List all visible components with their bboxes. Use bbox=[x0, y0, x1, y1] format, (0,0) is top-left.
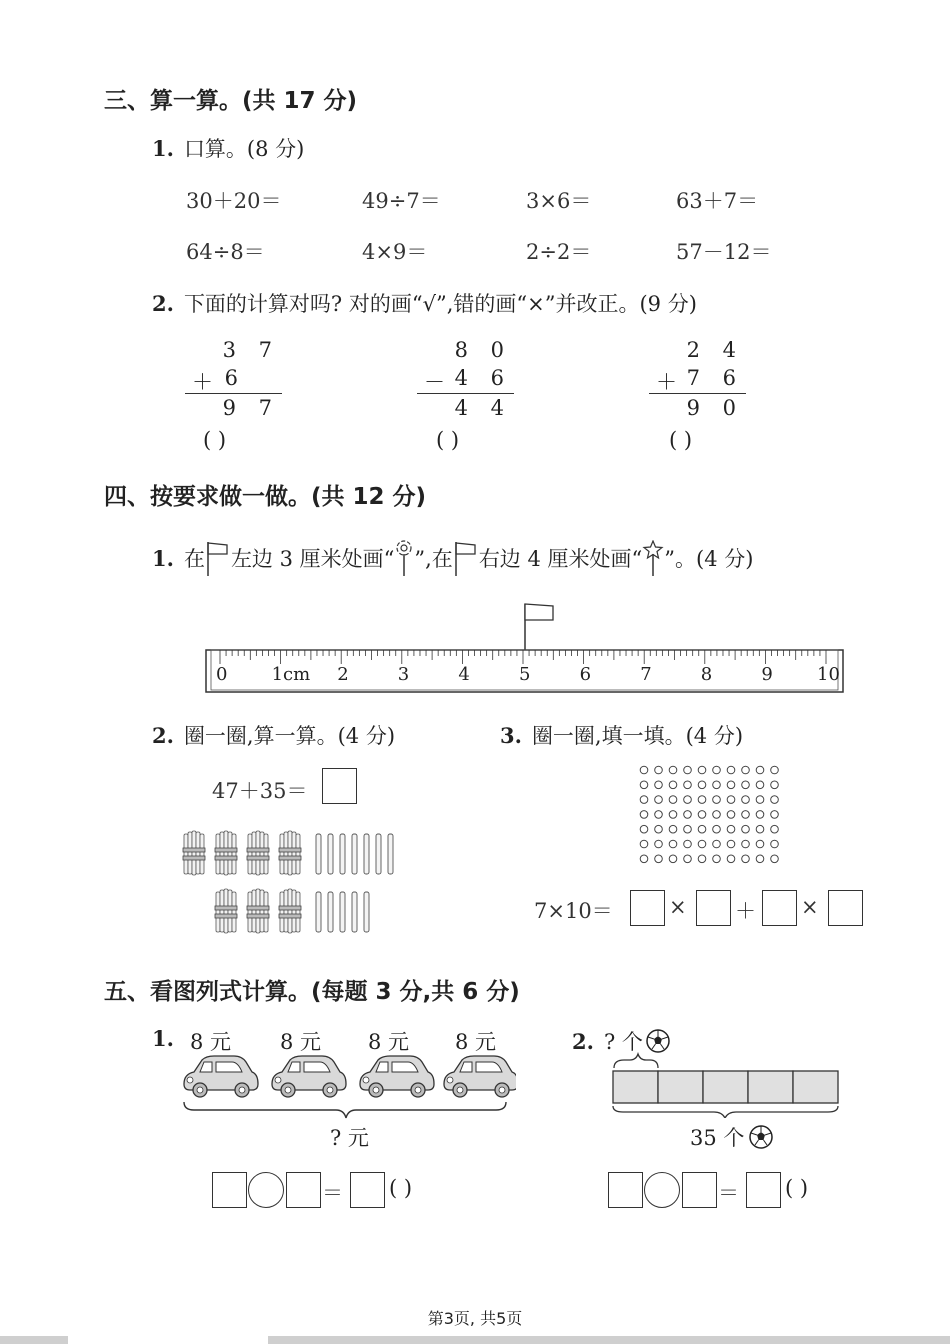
total-count-label bbox=[690, 1122, 774, 1152]
single-stick bbox=[328, 834, 333, 874]
single-stick bbox=[340, 834, 345, 874]
vertical-result: 4 4 bbox=[454, 396, 512, 420]
question-text: 右边 4 厘米处画“ bbox=[478, 547, 643, 571]
vertical-result: 9 7 bbox=[222, 396, 280, 420]
vertical-top: 8 0 bbox=[454, 338, 512, 362]
question-4-2 bbox=[152, 720, 395, 750]
answer-parentheses[interactable]: ( ) bbox=[669, 428, 693, 452]
grid-dot bbox=[698, 796, 706, 804]
grid-dot bbox=[684, 811, 692, 819]
vertical-rule bbox=[185, 393, 282, 394]
grid-dot bbox=[684, 840, 692, 848]
bar-segment bbox=[658, 1071, 703, 1103]
grid-dot bbox=[684, 766, 692, 774]
answer-box[interactable] bbox=[630, 890, 665, 926]
grid-dot bbox=[669, 781, 677, 789]
car-icon bbox=[444, 1056, 516, 1097]
answer-box[interactable] bbox=[762, 890, 797, 926]
single-stick bbox=[352, 834, 357, 874]
grid-dot bbox=[669, 840, 677, 848]
multiplication-equation: 7×10＝ bbox=[534, 899, 613, 923]
grid-dot bbox=[727, 855, 735, 863]
question-number: 2. bbox=[572, 1028, 594, 1054]
question-number: 3. bbox=[500, 723, 522, 748]
single-stick bbox=[388, 834, 393, 874]
grid-dot bbox=[655, 840, 663, 848]
times-sign: × bbox=[801, 895, 819, 919]
grid-dot bbox=[640, 796, 648, 804]
grid-dot bbox=[756, 766, 764, 774]
grid-dot bbox=[756, 825, 764, 833]
grid-dot bbox=[655, 781, 663, 789]
plus-sign: ＋ bbox=[735, 899, 756, 923]
grid-dot bbox=[727, 766, 735, 774]
grid-dot bbox=[684, 796, 692, 804]
question-text: 圈一圈,算一算。(4 分) bbox=[183, 724, 396, 748]
grid-dot bbox=[713, 825, 721, 833]
answer-parentheses[interactable]: ( ) bbox=[436, 428, 460, 452]
stick-bundle bbox=[215, 831, 237, 875]
grid-dot bbox=[771, 825, 779, 833]
ruler-label: 10 bbox=[817, 664, 840, 685]
grid-dot bbox=[742, 825, 750, 833]
oral-calc-item: 3×6＝ bbox=[526, 189, 592, 213]
grid-dot bbox=[640, 766, 648, 774]
grid-dot bbox=[684, 781, 692, 789]
grid-dot bbox=[756, 811, 764, 819]
grid-dot bbox=[640, 811, 648, 819]
bar-segment bbox=[748, 1071, 793, 1103]
grid-dot bbox=[742, 855, 750, 863]
grid-dot bbox=[669, 796, 677, 804]
counting-sticks bbox=[180, 826, 410, 938]
grid-dot bbox=[727, 811, 735, 819]
question-text: 圈一圈,填一填。(4 分) bbox=[531, 724, 744, 748]
grid-dot bbox=[713, 766, 721, 774]
total-brace bbox=[184, 1102, 506, 1118]
grid-dot bbox=[771, 781, 779, 789]
bar-segment bbox=[793, 1071, 838, 1103]
vertical-result: 9 0 bbox=[686, 396, 744, 420]
question-text: 口算。(8 分) bbox=[183, 137, 305, 161]
oral-calc-item: 57－12＝ bbox=[676, 240, 772, 264]
stick-bundle bbox=[215, 889, 237, 933]
grid-dot bbox=[727, 840, 735, 848]
grid-dot bbox=[684, 855, 692, 863]
single-stick bbox=[364, 834, 369, 874]
grid-dot bbox=[756, 840, 764, 848]
grid-dot bbox=[742, 766, 750, 774]
bar-segment bbox=[703, 1071, 748, 1103]
single-stick bbox=[328, 892, 333, 932]
ruler-label: 6 bbox=[579, 664, 592, 685]
vertical-top: 3 7 bbox=[222, 338, 280, 362]
page-edge-mark bbox=[268, 1336, 950, 1344]
flower-icon bbox=[394, 540, 414, 576]
question-4-1 bbox=[152, 540, 753, 576]
vertical-middle: 6 bbox=[224, 366, 246, 390]
unit-parentheses[interactable]: ( ) bbox=[389, 1176, 413, 1200]
bar-model bbox=[606, 1052, 842, 1118]
operator-circle[interactable] bbox=[248, 1172, 284, 1208]
single-stick bbox=[352, 892, 357, 932]
answer-box[interactable] bbox=[746, 1172, 781, 1208]
grid-dot bbox=[713, 840, 721, 848]
question-5-1-number bbox=[152, 1026, 184, 1051]
dot-grid bbox=[636, 764, 782, 866]
ruler-label: 9 bbox=[761, 664, 773, 685]
answer-box[interactable] bbox=[350, 1172, 385, 1208]
oral-calc-item: 30＋20＝ bbox=[186, 189, 282, 213]
single-stick bbox=[376, 834, 381, 874]
grid-dot bbox=[756, 855, 764, 863]
oral-calc-item: 49÷7＝ bbox=[362, 189, 441, 213]
page-edge-mark bbox=[0, 1336, 68, 1344]
grid-dot bbox=[771, 840, 779, 848]
car-icon bbox=[360, 1056, 434, 1097]
oral-calc-item: 64÷8＝ bbox=[186, 240, 265, 264]
unit-parentheses[interactable]: ( ) bbox=[785, 1176, 809, 1200]
ruler-label: 1cm bbox=[271, 664, 311, 685]
answer-parentheses[interactable]: ( ) bbox=[203, 428, 227, 452]
grid-dot bbox=[698, 811, 706, 819]
section-4-title: 四、按要求做一做。(共 12 分) bbox=[104, 484, 427, 510]
grid-dot bbox=[742, 796, 750, 804]
grid-dot bbox=[698, 825, 706, 833]
question-number: 2. bbox=[152, 723, 174, 748]
stick-bundle bbox=[247, 889, 269, 933]
soccer-ball-icon bbox=[748, 1124, 774, 1150]
ruler-label: 3 bbox=[397, 664, 410, 685]
grid-dot bbox=[669, 825, 677, 833]
star-icon bbox=[642, 540, 664, 576]
grid-dot bbox=[640, 840, 648, 848]
grid-dot bbox=[713, 811, 721, 819]
grid-dot bbox=[684, 825, 692, 833]
grid-dot bbox=[698, 840, 706, 848]
grid-dot bbox=[742, 840, 750, 848]
flag-icon bbox=[205, 540, 231, 576]
car-price: 8 元 bbox=[368, 1030, 410, 1054]
unknown-label: ? 个 bbox=[603, 1030, 643, 1054]
grid-dot bbox=[655, 825, 663, 833]
car-price: 8 元 bbox=[455, 1030, 497, 1054]
grid-dot bbox=[713, 796, 721, 804]
question-text: 下面的计算对吗? 对的画“√”,错的画“×”并改正。(9 分) bbox=[183, 292, 697, 316]
oral-calc-item: 63＋7＝ bbox=[676, 189, 759, 213]
question-number: 2. bbox=[152, 291, 174, 316]
grid-dot bbox=[640, 781, 648, 789]
stick-bundle bbox=[183, 831, 205, 875]
addition-equation: 47＋35＝ bbox=[212, 779, 308, 803]
grid-dot bbox=[756, 781, 764, 789]
grid-dot bbox=[698, 855, 706, 863]
ruler-label: 4 bbox=[458, 664, 470, 685]
question-text: 左边 3 厘米处画“ bbox=[230, 547, 395, 571]
grid-dot bbox=[655, 855, 663, 863]
ruler-label: 5 bbox=[519, 664, 531, 685]
car-price: 8 元 bbox=[280, 1030, 322, 1054]
vertical-middle: 7 6 bbox=[686, 366, 744, 390]
ruler-label: 2 bbox=[337, 664, 349, 685]
grid-dot bbox=[698, 766, 706, 774]
ruler-label: 0 bbox=[216, 664, 228, 685]
question-text: ”,在 bbox=[414, 547, 453, 571]
cars-illustration bbox=[176, 1050, 516, 1120]
grid-dot bbox=[655, 766, 663, 774]
question-text: 在 bbox=[183, 547, 205, 571]
question-4-3 bbox=[500, 720, 743, 750]
equals-sign: ＝ bbox=[322, 1181, 343, 1205]
total-brace bbox=[613, 1106, 838, 1118]
question-number: 1. bbox=[152, 545, 174, 571]
section-5-title: 五、看图列式计算。(每题 3 分,共 6 分) bbox=[104, 979, 520, 1005]
question-3-1 bbox=[152, 133, 304, 163]
answer-box[interactable] bbox=[682, 1172, 717, 1208]
ruler-label: 8 bbox=[700, 664, 713, 685]
grid-dot bbox=[771, 766, 779, 774]
vertical-top: 2 4 bbox=[686, 338, 744, 362]
car-icon bbox=[184, 1056, 258, 1097]
car-icon bbox=[272, 1056, 346, 1097]
answer-box[interactable] bbox=[212, 1172, 247, 1208]
grid-dot bbox=[669, 855, 677, 863]
single-stick bbox=[364, 892, 369, 932]
vertical-operator: ＋ bbox=[192, 370, 221, 394]
flag-icon bbox=[453, 540, 479, 576]
stick-bundle bbox=[279, 831, 301, 875]
bar-segment bbox=[613, 1071, 658, 1103]
question-text: ”。(4 分) bbox=[664, 547, 754, 571]
section-3-title: 三、算一算。(共 17 分) bbox=[104, 88, 358, 114]
stick-bundle bbox=[279, 889, 301, 933]
part-brace bbox=[614, 1054, 658, 1068]
vertical-rule bbox=[649, 393, 746, 394]
grid-dot bbox=[640, 855, 648, 863]
single-stick bbox=[316, 834, 321, 874]
answer-box[interactable] bbox=[322, 768, 357, 804]
vertical-rule bbox=[417, 393, 514, 394]
vertical-middle: 4 6 bbox=[454, 366, 512, 390]
grid-dot bbox=[771, 811, 779, 819]
ruler-label: 7 bbox=[640, 664, 652, 685]
question-number: 1. bbox=[152, 1026, 174, 1051]
grid-dot bbox=[698, 781, 706, 789]
answer-box[interactable] bbox=[286, 1172, 321, 1208]
grid-dot bbox=[640, 825, 648, 833]
grid-dot bbox=[655, 811, 663, 819]
ruler bbox=[205, 600, 845, 694]
grid-dot bbox=[655, 796, 663, 804]
answer-box[interactable] bbox=[828, 890, 863, 926]
operator-circle[interactable] bbox=[644, 1172, 680, 1208]
vertical-operator: ＋ bbox=[656, 370, 685, 394]
answer-box[interactable] bbox=[608, 1172, 643, 1208]
single-stick bbox=[316, 892, 321, 932]
oral-calc-item: 2÷2＝ bbox=[526, 240, 592, 264]
grid-dot bbox=[771, 855, 779, 863]
stick-bundle bbox=[247, 831, 269, 875]
total-count-text: 35 个 bbox=[690, 1126, 745, 1150]
soccer-ball-icon bbox=[645, 1028, 671, 1054]
grid-dot bbox=[713, 781, 721, 789]
grid-dot bbox=[756, 796, 764, 804]
grid-dot bbox=[727, 781, 735, 789]
ruler-flag bbox=[525, 604, 553, 620]
vertical-operator: － bbox=[424, 370, 453, 394]
question-3-2 bbox=[152, 288, 697, 318]
times-sign: × bbox=[669, 895, 687, 919]
grid-dot bbox=[771, 796, 779, 804]
grid-dot bbox=[713, 855, 721, 863]
question-number: 1. bbox=[152, 136, 174, 161]
grid-dot bbox=[742, 781, 750, 789]
answer-box[interactable] bbox=[696, 890, 731, 926]
grid-dot bbox=[727, 796, 735, 804]
grid-dot bbox=[669, 811, 677, 819]
grid-dot bbox=[727, 825, 735, 833]
equals-sign: ＝ bbox=[718, 1181, 739, 1205]
grid-dot bbox=[742, 811, 750, 819]
single-stick bbox=[340, 892, 345, 932]
grid-dot bbox=[669, 766, 677, 774]
car-price: 8 元 bbox=[190, 1030, 232, 1054]
total-label: ? 元 bbox=[330, 1126, 369, 1150]
page-number: 第3页, 共5页 bbox=[427, 1309, 523, 1328]
oral-calc-item: 4×9＝ bbox=[362, 240, 428, 264]
